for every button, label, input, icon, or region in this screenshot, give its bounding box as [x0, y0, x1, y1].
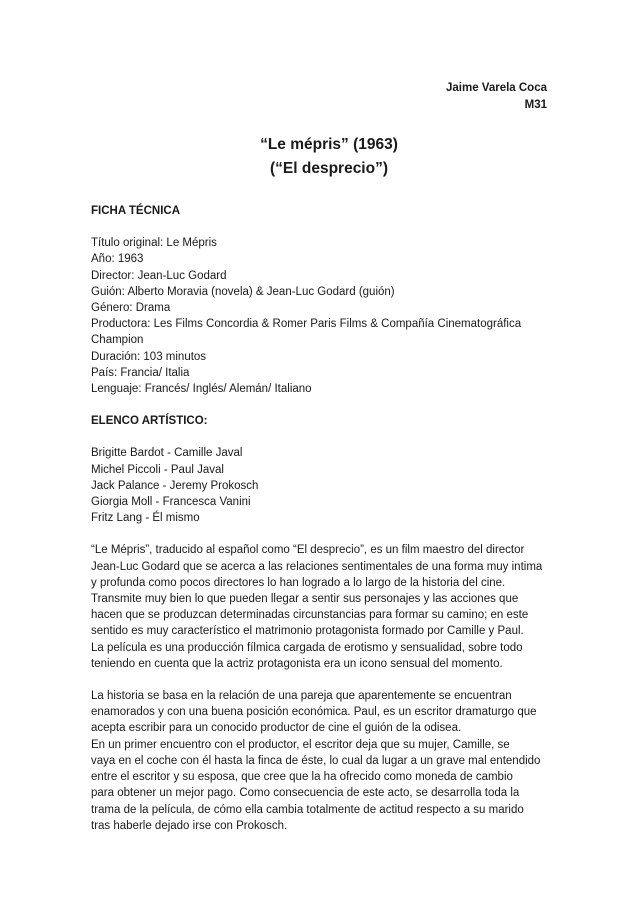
paragraph-line: En un primer encuentro con el productor, el escritor deja que su mujer, Camille, se	[91, 738, 510, 751]
paragraph-line: y profunda como pocos directores lo han logrado a lo largo de la historia del cine.	[91, 576, 506, 589]
page-title: “Le mépris” (1963)	[260, 136, 398, 153]
ficha-line: Duración: 103 minutos	[91, 350, 207, 363]
cast-line: Fritz Lang - Él mismo	[91, 512, 200, 525]
ficha-line: País: Francia/ Italia	[91, 366, 190, 379]
paragraph-line: sentido es muy característico el matrimonio protagonista formado por Camille y Paul.	[91, 625, 524, 638]
author-code: M31	[524, 99, 547, 111]
page-subtitle: (“El desprecio”)	[270, 160, 388, 177]
paragraph-line: La película es una producción fílmica cargada de erotismo y sensualidad, sobre todo	[91, 641, 523, 654]
ficha-line: Título original: Le Mépris	[91, 237, 217, 250]
elenco-list	[91, 445, 561, 526]
paragraph-line: hacen que se produzcan determinadas circunstancias para formar su camino; en este	[91, 609, 529, 622]
ficha-line: Champion	[91, 334, 144, 347]
paragraph-line: trama de la película, de cómo ella cambia totalmente de actitud respecto a su marido	[91, 803, 524, 816]
paragraph-line: La historia se basa en la relación de una pareja que aparentemente se encuentran	[91, 690, 512, 703]
cast-line: Michel Piccoli - Paul Javal	[91, 463, 224, 476]
paragraph-plot	[91, 688, 561, 834]
author-block	[446, 80, 547, 114]
paragraph-line: entre el escritor y su esposa, que cree que la ha ofrecido como moneda de cambio	[91, 771, 513, 784]
paragraph-line: enamorados y con una buena posición económica. Paul, es un escritor dramaturgo que	[91, 706, 537, 719]
paragraph-line: acepta escribir para un conocido productor de cine el guión de la odisea.	[91, 722, 462, 735]
ficha-list	[91, 235, 561, 397]
paragraph-line: “Le Mépris”, traducido al español como “El desprecio”, es un film maestro del director	[91, 544, 525, 557]
title-block	[0, 133, 638, 181]
ficha-line: Lenguaje: Francés/ Inglés/ Alemán/ Italiano	[91, 383, 312, 396]
paragraph-intro	[91, 542, 561, 672]
paragraph-line: Jean-Luc Godard que se acerca a las relaciones sentimentales de una forma muy intima	[91, 560, 543, 573]
ficha-line: Género: Drama	[91, 302, 171, 315]
cast-line: Brigitte Bardot - Camille Javal	[91, 447, 243, 460]
cast-line: Giorgia Moll - Francesca Vanini	[91, 496, 251, 509]
paragraph-line: vaya en el coche con él hasta la finca de éste, lo cual da lugar a un grave mal entendido	[91, 754, 541, 767]
elenco-heading: ELENCO ARTÍSTICO:	[91, 415, 208, 428]
paragraph-line: Transmite muy bien lo que pueden llegar a sentir sus personajes y las acciones que	[91, 593, 519, 606]
cast-line: Jack Palance - Jeremy Prokosch	[91, 479, 259, 492]
author-name: Jaime Varela Coca	[445, 82, 547, 94]
paragraph-line: teniendo en cuenta que la actriz protagonista era un icono sensual del momento.	[91, 657, 503, 670]
ficha-line: Productora: Les Films Concordia & Romer Paris Films & Compañía Cinematográfica	[91, 318, 522, 331]
ficha-line: Guión: Alberto Moravia (novela) & Jean-Luc Godard (guión)	[91, 285, 395, 298]
ficha-heading: FICHA TÉCNICA	[91, 205, 181, 217]
ficha-line: Año: 1963	[91, 253, 144, 266]
paragraph-line: para obtener un mejor pago. Como consecuencia de este acto, se desarrolla toda la	[91, 787, 520, 800]
paragraph-line: tras haberle dejado irse con Prokosch.	[91, 819, 288, 832]
ficha-line: Director: Jean-Luc Godard	[91, 269, 227, 282]
document-body	[91, 203, 561, 834]
